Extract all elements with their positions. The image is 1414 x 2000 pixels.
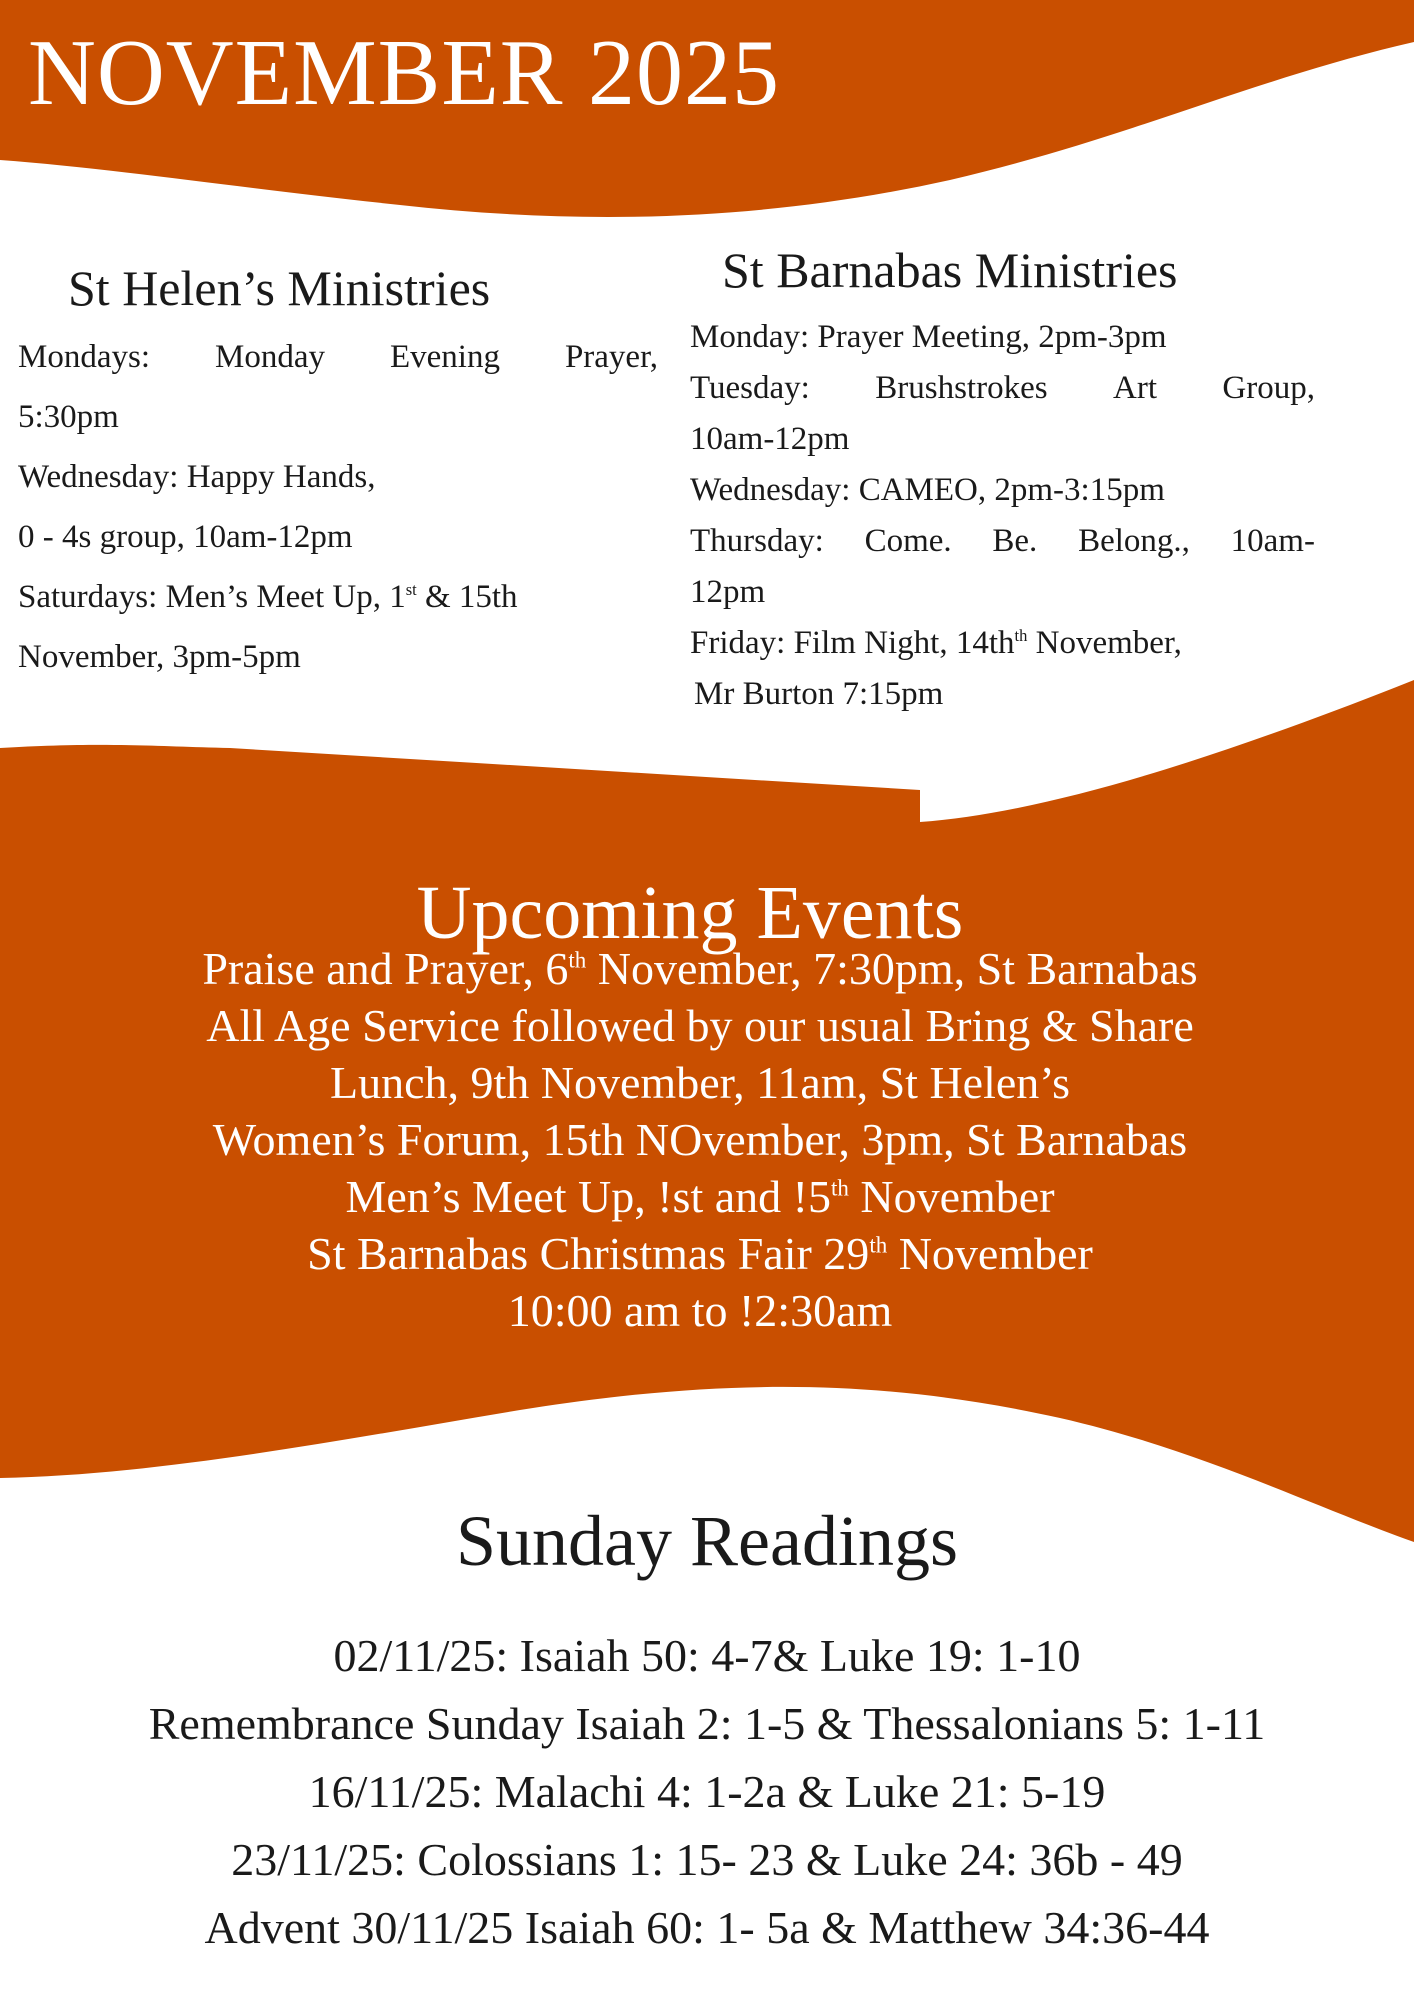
event-item <box>0 1225 1400 1282</box>
list-item <box>18 567 658 627</box>
event-item: Lunch, 9th November, 11am, St Helen’s <box>330 1057 1070 1108</box>
event-item: All Age Service followed by our usual Bring & Share <box>206 1000 1194 1051</box>
item-word: 10am- <box>1230 523 1315 559</box>
upcoming-events-heading: Upcoming Events <box>416 871 964 955</box>
ordinal-suffix: st <box>405 580 417 599</box>
list-item: Monday: Prayer Meeting, 2pm-3pm <box>690 319 1167 355</box>
item-label: Thursday: <box>690 523 824 559</box>
event-item <box>0 940 1400 997</box>
item-label: Mondays: <box>18 339 150 375</box>
sunday-readings-list <box>0 1622 1414 1962</box>
ordinal-suffix: th <box>568 947 587 973</box>
item-word: Monday <box>214 339 325 375</box>
sunday-readings-heading: Sunday Readings <box>456 1501 958 1581</box>
item-word: Belong., <box>1078 523 1190 559</box>
reading-item: Advent 30/11/25 Isaiah 60: 1- 5a & Matthew 34:36-44 <box>204 1902 1210 1953</box>
item-word: Come. <box>864 523 952 559</box>
event-text: November <box>848 1171 1055 1222</box>
item-text: Friday: Film Night, 14th <box>690 625 1015 661</box>
event-item <box>0 1168 1400 1225</box>
list-item: 0 - 4s group, 10am-12pm <box>18 519 353 555</box>
event-text: November, 7:30pm, St Barnabas <box>586 943 1198 994</box>
event-text: November <box>887 1228 1093 1279</box>
ordinal-suffix: th <box>1014 626 1028 645</box>
reading-item: 23/11/25: Colossians 1: 15- 23 & Luke 24: 36b - 49 <box>231 1834 1183 1885</box>
item-label: Tuesday: <box>690 370 810 406</box>
reading-item: 02/11/25: Isaiah 50: 4-7& Luke 19: 1-10 <box>333 1630 1081 1681</box>
item-word: Art <box>1113 370 1157 406</box>
reading-item: Remembrance Sunday Isaiah 2: 1-5 & Thessalonians 5: 1-11 <box>148 1698 1266 1749</box>
list-item: Mr Burton 7:15pm <box>694 676 944 712</box>
reading-item: 16/11/25: Malachi 4: 1-2a & Luke 21: 5-19 <box>308 1766 1106 1817</box>
list-item <box>18 327 658 387</box>
event-item: Women’s Forum, 15th NOvember, 3pm, St Barnabas <box>212 1114 1188 1165</box>
st-helens-list <box>18 327 658 687</box>
item-word: Group, <box>1222 370 1315 406</box>
item-text: Saturdays: Men’s Meet Up, 1 <box>18 579 406 615</box>
list-item: 12pm <box>690 574 766 610</box>
list-item: Wednesday: CAMEO, 2pm-3:15pm <box>690 472 1165 508</box>
list-item: 5:30pm <box>18 399 119 435</box>
list-item: 10am-12pm <box>690 421 850 457</box>
item-word: Be. <box>992 523 1038 559</box>
st-barnabas-heading: St Barnabas Ministries <box>722 242 1178 298</box>
list-item: November, 3pm-5pm <box>18 639 301 675</box>
list-item <box>690 618 1315 669</box>
item-text: November, <box>1027 625 1182 661</box>
event-text: St Barnabas Christmas Fair 29 <box>307 1228 870 1279</box>
item-word: Evening <box>389 339 500 375</box>
list-item <box>690 363 1315 414</box>
ordinal-suffix: th <box>869 1232 888 1258</box>
item-word: Prayer, <box>564 339 658 375</box>
item-word: Brushstrokes <box>875 370 1048 406</box>
event-item: 10:00 am to !2:30am <box>507 1285 893 1336</box>
ordinal-suffix: th <box>830 1175 849 1201</box>
st-barnabas-list <box>690 312 1315 720</box>
page-title: NOVEMBER 2025 <box>28 21 780 125</box>
event-text: Men’s Meet Up, !st and !5 <box>345 1171 831 1222</box>
list-item <box>690 516 1315 567</box>
st-helens-heading: St Helen’s Ministries <box>68 260 491 316</box>
upcoming-events-list <box>0 940 1400 1339</box>
item-text: & 15th <box>416 579 518 615</box>
list-item: Wednesday: Happy Hands, <box>18 459 376 495</box>
event-text: Praise and Prayer, 6 <box>202 943 569 994</box>
